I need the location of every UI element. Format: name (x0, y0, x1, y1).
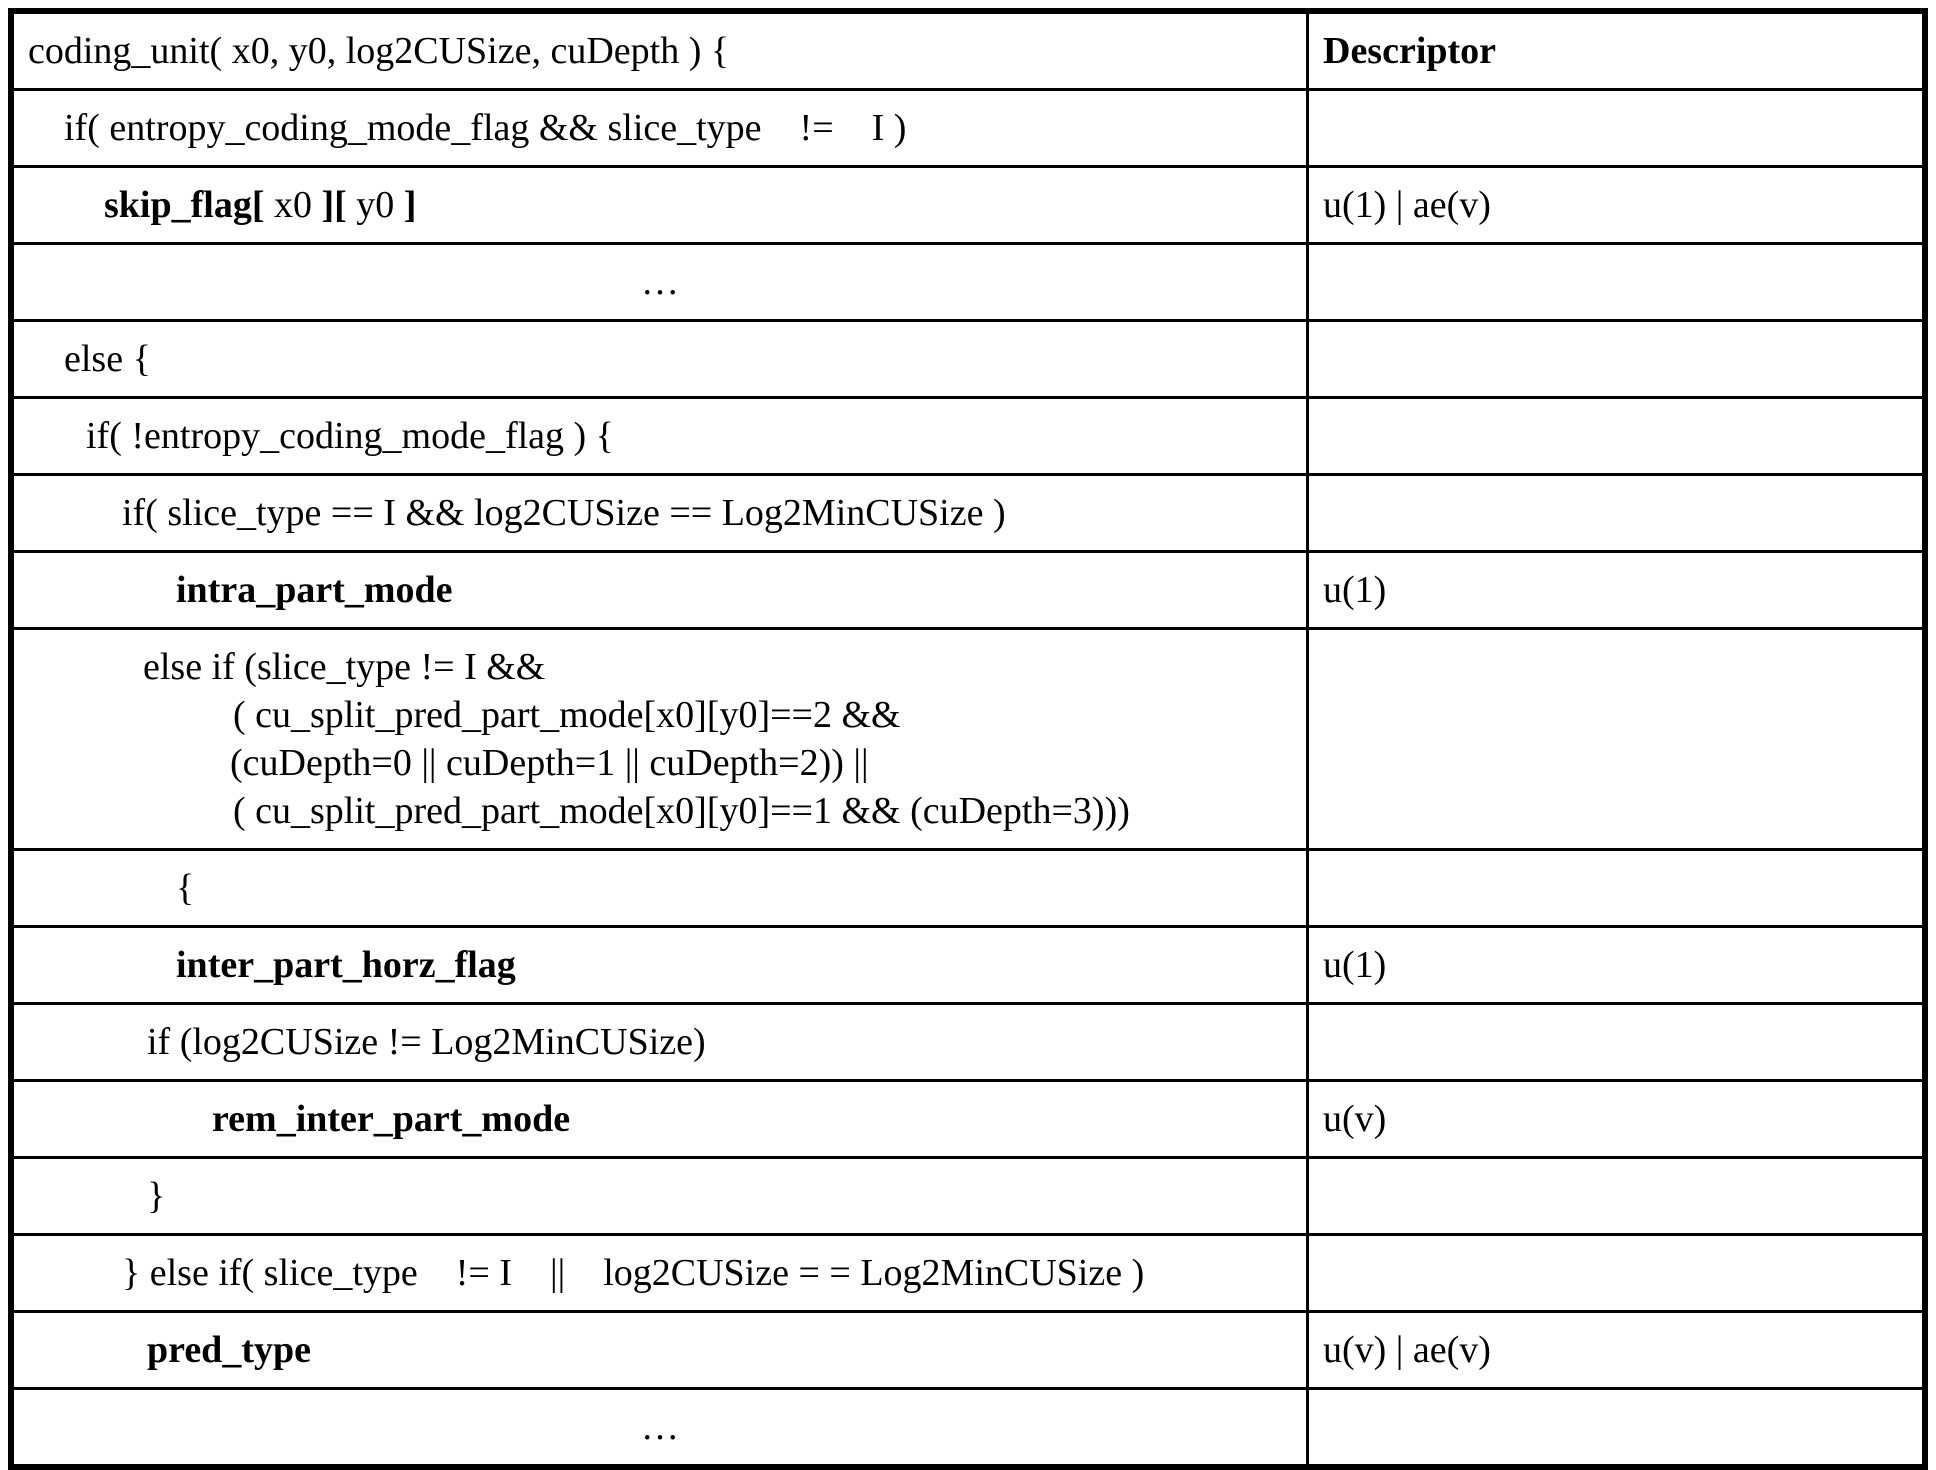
table-row (11, 629, 1925, 850)
syntax-text: if( !entropy_coding_mode_flag ) { (86, 415, 614, 457)
table-row (11, 850, 1925, 927)
syntax-cell (11, 1158, 1308, 1235)
syntax-cell (11, 90, 1308, 167)
syntax-element: inter_part_horz_flag (176, 944, 516, 986)
table-row (11, 321, 1925, 398)
syntax-line (28, 1172, 1292, 1220)
syntax-text: if( slice_type == I && log2CUSize == Log2MinCUSize ) (122, 492, 1006, 534)
syntax-cell (11, 1081, 1308, 1158)
descriptor-header-cell: Descriptor (1308, 11, 1926, 90)
syntax-line (28, 1403, 1292, 1451)
descriptor-cell: u(v) (1308, 1081, 1926, 1158)
syntax-line (28, 181, 1292, 229)
syntax-text: (cuDepth=0 || cuDepth=1 || cuDepth=2)) || (230, 742, 869, 784)
table-row (11, 398, 1925, 475)
descriptor-cell: u(v) | ae(v) (1308, 1312, 1926, 1389)
syntax-text: if( entropy_coding_mode_flag && slice_type != I ) (64, 107, 907, 149)
syntax-text: ( cu_split_pred_part_mode[x0][y0]==1 && (cuDepth=3))) (233, 790, 1130, 832)
table-body (11, 11, 1925, 1467)
syntax-element: ][ (321, 184, 347, 226)
descriptor-cell (1308, 1389, 1926, 1468)
table-row (11, 90, 1925, 167)
table-row (11, 167, 1925, 244)
syntax-line (28, 864, 1292, 912)
descriptor-cell (1308, 244, 1926, 321)
syntax-line (28, 566, 1292, 614)
syntax-line (28, 1095, 1292, 1143)
syntax-cell (11, 1004, 1308, 1081)
table-row (11, 1389, 1925, 1468)
syntax-cell (11, 244, 1308, 321)
table-row (11, 1004, 1925, 1081)
syntax-line (28, 941, 1292, 989)
syntax-text: x0 (264, 184, 322, 226)
syntax-element: skip_flag[ (104, 184, 265, 226)
descriptor-cell (1308, 475, 1926, 552)
syntax-text: … (641, 1406, 679, 1448)
syntax-text: y0 (346, 184, 404, 226)
table-row (11, 1158, 1925, 1235)
syntax-line (28, 739, 1292, 787)
descriptor-cell (1308, 629, 1926, 850)
syntax-line (28, 104, 1292, 152)
descriptor-cell (1308, 1158, 1926, 1235)
syntax-cell (11, 927, 1308, 1004)
syntax-line (28, 258, 1292, 306)
syntax-cell (11, 629, 1308, 850)
table-row (11, 552, 1925, 629)
descriptor-cell (1308, 1004, 1926, 1081)
coding-unit-syntax-table (8, 8, 1928, 1470)
syntax-element: rem_inter_part_mode (212, 1098, 571, 1140)
table-row (11, 244, 1925, 321)
syntax-cell (11, 552, 1308, 629)
descriptor-cell (1308, 1235, 1926, 1312)
table-row (11, 11, 1925, 90)
syntax-line (28, 787, 1292, 835)
syntax-cell (11, 321, 1308, 398)
syntax-element: ] (403, 184, 417, 226)
table-row (11, 1081, 1925, 1158)
syntax-text: coding_unit( x0, y0, log2CUSize, cuDepth ) { (28, 30, 730, 72)
syntax-text: } (147, 1175, 166, 1217)
syntax-text: else if (slice_type != I && (143, 646, 546, 688)
syntax-cell (11, 11, 1308, 90)
syntax-line (28, 412, 1292, 460)
syntax-line (28, 1249, 1292, 1297)
syntax-line (28, 691, 1292, 739)
descriptor-cell: u(1) (1308, 927, 1926, 1004)
descriptor-cell (1308, 321, 1926, 398)
descriptor-cell (1308, 90, 1926, 167)
syntax-cell (11, 398, 1308, 475)
syntax-line (28, 1018, 1292, 1066)
syntax-text: else { (64, 338, 151, 380)
syntax-cell (11, 167, 1308, 244)
table-row (11, 1235, 1925, 1312)
syntax-line (28, 27, 1292, 75)
table-row (11, 1312, 1925, 1389)
syntax-cell (11, 475, 1308, 552)
descriptor-cell: u(1) (1308, 552, 1926, 629)
table-row (11, 927, 1925, 1004)
syntax-cell (11, 1235, 1308, 1312)
syntax-text: … (641, 261, 679, 303)
syntax-line (28, 1326, 1292, 1374)
syntax-text: } else if( slice_type != I || log2CUSize = = Log2MinCUSize ) (122, 1252, 1145, 1294)
syntax-text: if (log2CUSize != Log2MinCUSize) (147, 1021, 706, 1063)
syntax-line (28, 489, 1292, 537)
syntax-cell (11, 850, 1308, 927)
syntax-cell (11, 1312, 1308, 1389)
syntax-line (28, 335, 1292, 383)
syntax-line (28, 643, 1292, 691)
syntax-element: intra_part_mode (176, 569, 453, 611)
descriptor-cell: u(1) | ae(v) (1308, 167, 1926, 244)
descriptor-cell (1308, 850, 1926, 927)
syntax-text: { (176, 867, 195, 909)
syntax-cell (11, 1389, 1308, 1468)
syntax-element: pred_type (147, 1329, 311, 1371)
descriptor-cell (1308, 398, 1926, 475)
table-row (11, 475, 1925, 552)
syntax-text: ( cu_split_pred_part_mode[x0][y0]==2 && (233, 694, 901, 736)
